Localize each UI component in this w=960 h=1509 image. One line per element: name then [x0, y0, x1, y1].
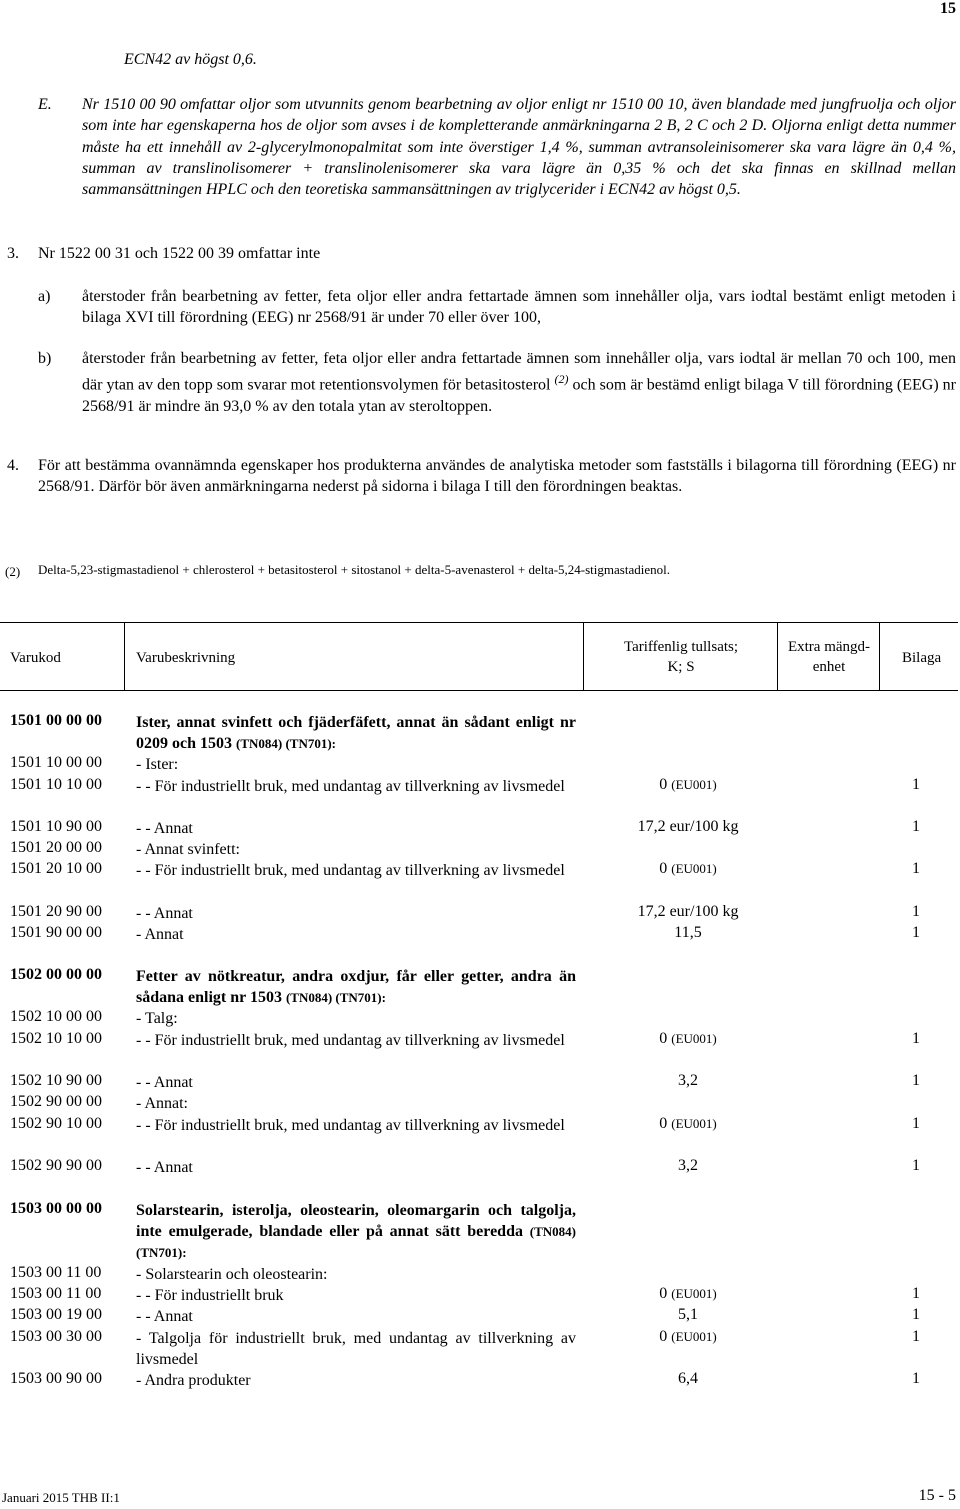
page-number: 15 [940, 0, 956, 17]
row-description-text: - Talgolja för industriellt bruk, med undantag av tillverkning av livsmedel [136, 1330, 576, 1368]
note-3-text: Nr 1522 00 31 och 1522 00 39 omfattar inte [38, 245, 321, 262]
ecn42-line: ECN42 av högst 0,6. [124, 51, 257, 68]
row-description-text: - - För industriellt bruk, med undantag av tillverkning av livsmedel [136, 1117, 565, 1134]
row-description [136, 1200, 576, 1263]
row-duty-value: 17,2 eur/100 kg [637, 818, 739, 835]
row-description-text: - - Annat [136, 1159, 193, 1176]
row-description-text: - - För industriellt bruk, med undantag av tillverkning av livsmedel [136, 1032, 565, 1049]
row-duty-note: (EU001) [671, 1286, 717, 1301]
row-description [136, 1285, 576, 1306]
note-e-label: E. [38, 96, 52, 113]
row-annex: 1 [912, 1370, 920, 1387]
row-description-text: Fetter av nötkreatur, andra oxdjur, får eller getter, andra än sådana enligt nr 1503 [136, 968, 576, 1006]
row-description [136, 1030, 576, 1051]
row-duty-value: 0 [659, 1328, 668, 1345]
header-code: Varukod [10, 650, 61, 666]
row-description-text: Solarstearin, isterolja, oleostearin, oleomargarin och talgolja, inte emulgerade, blandade eller på annat sätt beredda [136, 1202, 576, 1240]
header-extra-unit [780, 637, 878, 677]
row-code: 1503 00 00 00 [10, 1200, 102, 1217]
table-top-rule [0, 622, 958, 623]
row-code: 1501 00 00 00 [10, 712, 102, 729]
row-annex: 1 [912, 860, 920, 877]
row-code: 1502 10 90 00 [10, 1072, 102, 1089]
note-4-text: För att bestämma ovannämnda egenskaper hos produkterna användes de analytiska metoder som fastställs i bilagorna till förordning (EEG) nr 2568/91. Därför bör även anmärkningarna nederst på sidorna i bilaga I till den förordningen beaktas. [38, 457, 956, 496]
row-code: 1501 10 90 00 [10, 818, 102, 835]
header-duty-line-2: K; S [667, 659, 695, 675]
row-description [136, 966, 576, 1008]
row-tn-reference: (TN084) (TN701): [285, 990, 386, 1005]
row-description-text: - - För industriellt bruk, med undantag av tillverkning av livsmedel [136, 778, 565, 795]
header-description: Varubeskrivning [136, 650, 236, 666]
row-annex: 1 [912, 924, 920, 941]
row-code: 1503 00 11 00 [10, 1285, 102, 1302]
header-divider [777, 622, 778, 690]
row-duty-value: 6,4 [678, 1370, 698, 1387]
footer-right: 15 - 5 [918, 1487, 956, 1504]
row-duty [596, 860, 780, 878]
table-header-rule [0, 690, 958, 691]
row-duty [596, 1115, 780, 1133]
row-code: 1503 00 19 00 [10, 1306, 102, 1323]
row-duty [596, 818, 780, 836]
row-duty [596, 1370, 780, 1388]
row-code: 1501 90 00 00 [10, 924, 102, 941]
row-code: 1501 10 10 00 [10, 776, 102, 793]
row-code: 1501 10 00 00 [10, 754, 102, 771]
row-duty [596, 776, 780, 794]
row-description [136, 1072, 576, 1093]
header-divider [879, 622, 880, 690]
row-description [136, 924, 576, 945]
row-annex: 1 [912, 818, 920, 835]
row-code: 1503 00 90 00 [10, 1370, 102, 1387]
note-e-text [82, 94, 956, 200]
row-description [136, 712, 576, 754]
row-duty-value: 5,1 [678, 1306, 698, 1323]
row-duty-value: 0 [659, 1115, 668, 1132]
row-description [136, 1157, 576, 1178]
footnote-text: Delta-5,23-stigmastadienol + chlerosterol + betasitosterol + sitostanol + delta-5-avenasterol + delta-5,24-stigmastadienol. [38, 562, 670, 577]
row-duty-value: 17,2 eur/100 kg [637, 903, 739, 920]
row-description [136, 1370, 576, 1391]
row-annex: 1 [912, 903, 920, 920]
row-duty-note: (EU001) [671, 861, 717, 876]
header-divider [124, 622, 125, 690]
header-annex: Bilaga [902, 650, 942, 666]
row-code: 1502 10 10 00 [10, 1030, 102, 1047]
row-duty [596, 1157, 780, 1175]
row-description [136, 1328, 576, 1370]
row-description [136, 1008, 576, 1029]
row-duty [596, 1306, 780, 1324]
note-b-text-1: återstoder från bearbetning av fetter, feta oljor eller andra fettartade ämnen som innehåller olja, vars iodtal är mellan 70 och 100, men där ytan av den topp som svarar mot retentionsvolymen för betasitosterol [82, 350, 956, 394]
row-description-text: - - För industriellt bruk, med undantag av tillverkning av livsmedel [136, 862, 565, 879]
row-description-text: - - Annat [136, 1308, 193, 1325]
header-duty-line-1: Tariffenlig tullsats; [623, 639, 739, 655]
row-duty-value: 3,2 [678, 1072, 698, 1089]
row-code: 1502 90 00 00 [10, 1093, 102, 1110]
row-code: 1501 20 00 00 [10, 839, 102, 856]
row-duty-value: 0 [659, 1030, 668, 1047]
row-description-text: - Andra produkter [136, 1372, 251, 1389]
row-description-text: - Annat [136, 926, 184, 943]
row-annex: 1 [912, 1328, 920, 1345]
row-duty-note: (EU001) [671, 1031, 717, 1046]
header-divider [583, 622, 584, 690]
row-code: 1502 90 10 00 [10, 1115, 102, 1132]
row-description [136, 1093, 576, 1114]
note-a-text: återstoder från bearbetning av fetter, feta oljor eller andra fettartade ämnen som innehåller olja, vars iodtal bestämt enligt metoden i bilaga XVI till förordning (EEG) nr 2568/91 är under 70 eller över 100, [82, 288, 956, 327]
row-tn-reference: (TN084) (TN701): [236, 736, 337, 751]
row-code: 1503 00 30 00 [10, 1328, 102, 1345]
row-description-text: - Solarstearin och oleostearin: [136, 1266, 328, 1283]
row-duty-value: 11,5 [674, 924, 702, 941]
row-description [136, 839, 576, 860]
row-code: 1502 00 00 00 [10, 966, 102, 983]
note-b-footnote-ref: (2) [554, 372, 569, 387]
row-duty-note: (EU001) [671, 1116, 717, 1131]
row-description [136, 860, 576, 881]
row-duty-value: 0 [659, 776, 668, 793]
row-duty-value: 0 [659, 860, 668, 877]
row-annex: 1 [912, 1306, 920, 1323]
row-code: 1501 20 10 00 [10, 860, 102, 877]
row-duty [596, 1285, 780, 1303]
header-duty [586, 637, 776, 677]
row-duty [596, 1328, 780, 1346]
note-b-text-2: och som är bestämd enligt bilaga V till förordning (EEG) nr 2568/91 är mindre än 93,0 % av den totala ytan av steroltoppen. [82, 376, 956, 415]
row-description-text: - Talg: [136, 1010, 178, 1027]
row-description-text: - - Annat [136, 1074, 193, 1091]
header-extra-line-1: Extra mängd- [787, 639, 871, 655]
row-duty [596, 1030, 780, 1048]
row-code: 1501 20 90 00 [10, 903, 102, 920]
row-duty-note: (EU001) [671, 777, 717, 792]
row-annex: 1 [912, 1115, 920, 1132]
row-duty-value: 0 [659, 1285, 668, 1302]
row-annex: 1 [912, 1157, 920, 1174]
row-duty [596, 924, 780, 942]
row-description [136, 1264, 576, 1285]
note-e-body: Nr 1510 00 90 omfattar oljor som utvunnits genom bearbetning av oljor enligt nr 1510 00 10, även blandade med jungfruolja och oljor som inte har egenskaperna hos de oljor som avses i de kompletterande anmärkningarna 2 B, 2 C och 2 D. Oljorna enligt detta nummer måste ha ett innehåll av 2-glycerylmonopalmitat som inte överstiger 1,4 %, summan avtransoleinisomerer ska vara lägre än 0,4 %, summan av translinolisomerer + translinolenisomerer ska vara lägre än 0,35 % och det ska finnas en skillnad mellan sammansättningen HPLC och den teoretiska sammansättningen av triglycerider i ECN42 av högst 0,5. [82, 96, 956, 199]
row-annex: 1 [912, 1030, 920, 1047]
note-4-label: 4. [7, 457, 19, 474]
row-description-text: - - Annat [136, 820, 193, 837]
row-description [136, 818, 576, 839]
row-code: 1502 90 90 00 [10, 1157, 102, 1174]
row-description [136, 754, 576, 775]
row-duty-note: (EU001) [671, 1329, 717, 1344]
row-duty [596, 1072, 780, 1090]
note-b-label: b) [38, 350, 52, 367]
row-description [136, 1115, 576, 1136]
row-annex: 1 [912, 1072, 920, 1089]
row-duty-value: 3,2 [678, 1157, 698, 1174]
row-annex: 1 [912, 1285, 920, 1302]
row-description-text: - - Annat [136, 905, 193, 922]
row-description [136, 776, 576, 797]
footnote-label: (2) [5, 564, 21, 579]
row-description-text: Ister, annat svinfett och fjäderfäfett, annat än sådant enligt nr 0209 och 1503 [136, 714, 576, 752]
row-description [136, 1306, 576, 1327]
note-b-text [82, 348, 956, 417]
row-code: 1503 00 11 00 [10, 1264, 102, 1281]
row-duty [596, 903, 780, 921]
header-extra-line-2: enhet [812, 659, 846, 675]
row-annex: 1 [912, 776, 920, 793]
row-description-text: - Annat: [136, 1095, 188, 1112]
row-description [136, 903, 576, 924]
row-description-text: - - För industriellt bruk [136, 1287, 284, 1304]
note-a-label: a) [38, 288, 51, 305]
note-3-label: 3. [7, 245, 19, 262]
row-description-text: - Annat svinfett: [136, 841, 240, 858]
row-code: 1502 10 00 00 [10, 1008, 102, 1025]
footer-left: Januari 2015 THB II:1 [2, 1490, 120, 1505]
row-description-text: - Ister: [136, 756, 179, 773]
row-tn-reference: (TN084) (TN701): [136, 1224, 576, 1260]
